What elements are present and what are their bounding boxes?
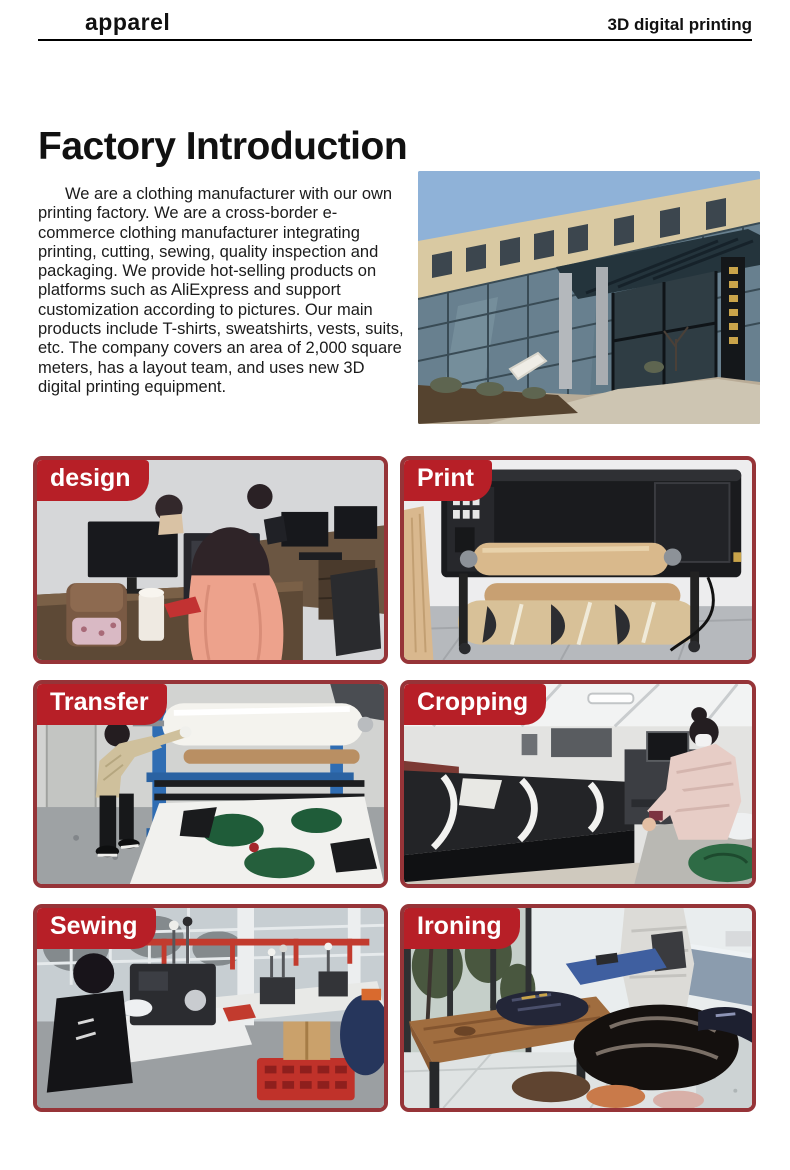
process-badge-design: design (37, 460, 149, 501)
process-badge-transfer: Transfer (37, 684, 167, 725)
page-title: Factory Introduction (38, 125, 408, 168)
process-badge-cropping: Cropping (404, 684, 546, 725)
intro-paragraph: We are a clothing manufacturer with our own printing factory. We are a cross-border e-commerce clothing manufacturer integrating printing, cutting, sewing, quality inspection and packaging. We provide hot-selling products on platforms such as AliExpress and support customization according to pictures. Our main products include T-shirts, sweatshirts, vests, suits, etc. The company covers an area of 2,000 square meters, has a layout team, and uses new 3D digital printing equipment. (38, 184, 404, 396)
intro-section (38, 127, 760, 424)
process-card-ironing (400, 904, 756, 1112)
process-card-cropping (400, 680, 756, 888)
process-badge-ironing: Ironing (404, 908, 520, 949)
intro-text-column (38, 127, 410, 397)
process-card-design (33, 456, 388, 664)
factory-building-illustration (418, 171, 760, 424)
process-card-print (400, 456, 756, 664)
tagline-text: 3D digital printing (607, 15, 752, 34)
factory-building-photo (418, 171, 760, 424)
process-card-transfer (33, 680, 388, 888)
process-badge-sewing: Sewing (37, 908, 156, 949)
process-badge-print: Print (404, 460, 492, 501)
process-card-sewing (33, 904, 388, 1112)
page-header (38, 0, 752, 41)
brand-text: apparel (85, 9, 171, 35)
process-photo-grid (33, 456, 757, 1112)
